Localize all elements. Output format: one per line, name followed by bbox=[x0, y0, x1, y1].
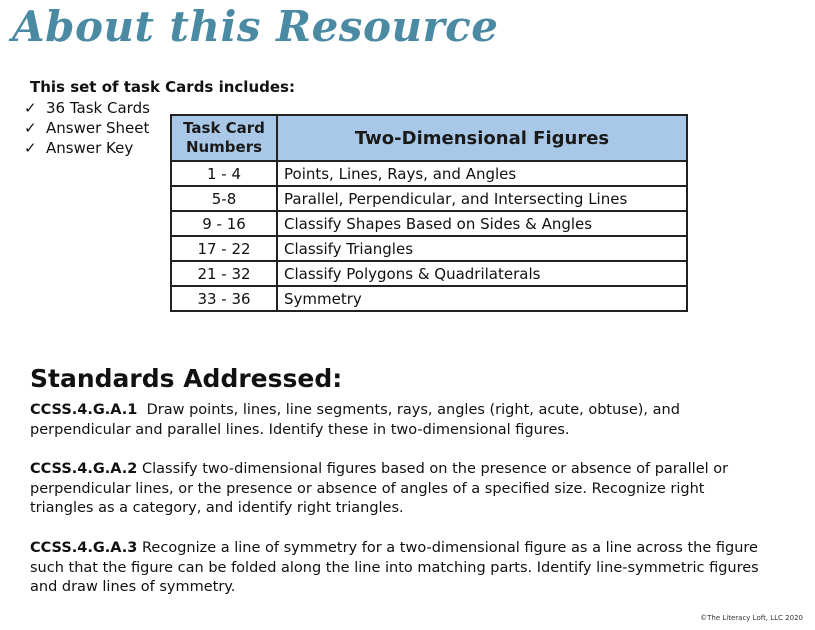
table-cell-numbers: 5-8 bbox=[171, 186, 277, 211]
table-row bbox=[171, 161, 687, 186]
standard-text: Classify two-dimensional figures based on the presence or absence of parallel or perpendicular lines, or the presence or absence of angles of a specified size. Recognize right triangles as a category, and identify right triangles. bbox=[30, 461, 729, 516]
table-row bbox=[171, 261, 687, 286]
includes-list bbox=[24, 98, 150, 158]
page-title: About this Resource bbox=[12, 2, 499, 51]
standard-text: Recognize a line of symmetry for a two-dimensional figure as a line across the figure such that the figure can be folded along the line into matching parts. Identify line-symmetric figures and draw lines of symmetry. bbox=[30, 540, 759, 595]
checkmark-icon: ✓ bbox=[24, 139, 37, 157]
table-cell-topic: Classify Polygons & Quadrilaterals bbox=[277, 261, 687, 286]
checkmark-icon: ✓ bbox=[24, 119, 37, 137]
table-header-row bbox=[171, 115, 687, 161]
standard-code: CCSS.4.G.A.1 bbox=[30, 402, 138, 418]
table-cell-topic: Parallel, Perpendicular, and Intersecting Lines bbox=[277, 186, 687, 211]
table-cell-numbers: 9 - 16 bbox=[171, 211, 277, 236]
column-header-numbers: Task Card Numbers bbox=[171, 115, 277, 161]
standard-item bbox=[30, 460, 760, 519]
column-header-figures: Two-Dimensional Figures bbox=[277, 115, 687, 161]
table-row bbox=[171, 211, 687, 236]
copyright-notice: ©The Literacy Loft, LLC 2020 bbox=[700, 614, 803, 622]
standard-code: CCSS.4.G.A.2 bbox=[30, 461, 138, 477]
standard-item bbox=[30, 401, 760, 440]
checkmark-icon: ✓ bbox=[24, 99, 37, 117]
standard-code: CCSS.4.G.A.3 bbox=[30, 540, 138, 556]
table-row bbox=[171, 186, 687, 211]
table-row bbox=[171, 236, 687, 261]
table-row bbox=[171, 286, 687, 311]
standard-text: Draw points, lines, line segments, rays, angles (right, acute, obtuse), and perpendicular and parallel lines. Identify these in two-dimensional figures. bbox=[30, 402, 680, 438]
table-cell-topic: Classify Shapes Based on Sides & Angles bbox=[277, 211, 687, 236]
list-item: ✓ 36 Task Cards bbox=[24, 99, 150, 117]
list-item: ✓ Answer Key bbox=[24, 139, 134, 157]
table-cell-topic: Classify Triangles bbox=[277, 236, 687, 261]
standard-item bbox=[30, 539, 760, 598]
standards-heading: Standards Addressed: bbox=[30, 364, 343, 393]
includes-heading: This set of task Cards includes: bbox=[30, 78, 295, 96]
table-cell-topic: Symmetry bbox=[277, 286, 687, 311]
table-cell-topic: Points, Lines, Rays, and Angles bbox=[277, 161, 687, 186]
table-cell-numbers: 21 - 32 bbox=[171, 261, 277, 286]
task-card-table bbox=[170, 114, 688, 312]
list-item: ✓ Answer Sheet bbox=[24, 119, 150, 137]
table-cell-numbers: 1 - 4 bbox=[171, 161, 277, 186]
table-cell-numbers: 17 - 22 bbox=[171, 236, 277, 261]
table-cell-numbers: 33 - 36 bbox=[171, 286, 277, 311]
